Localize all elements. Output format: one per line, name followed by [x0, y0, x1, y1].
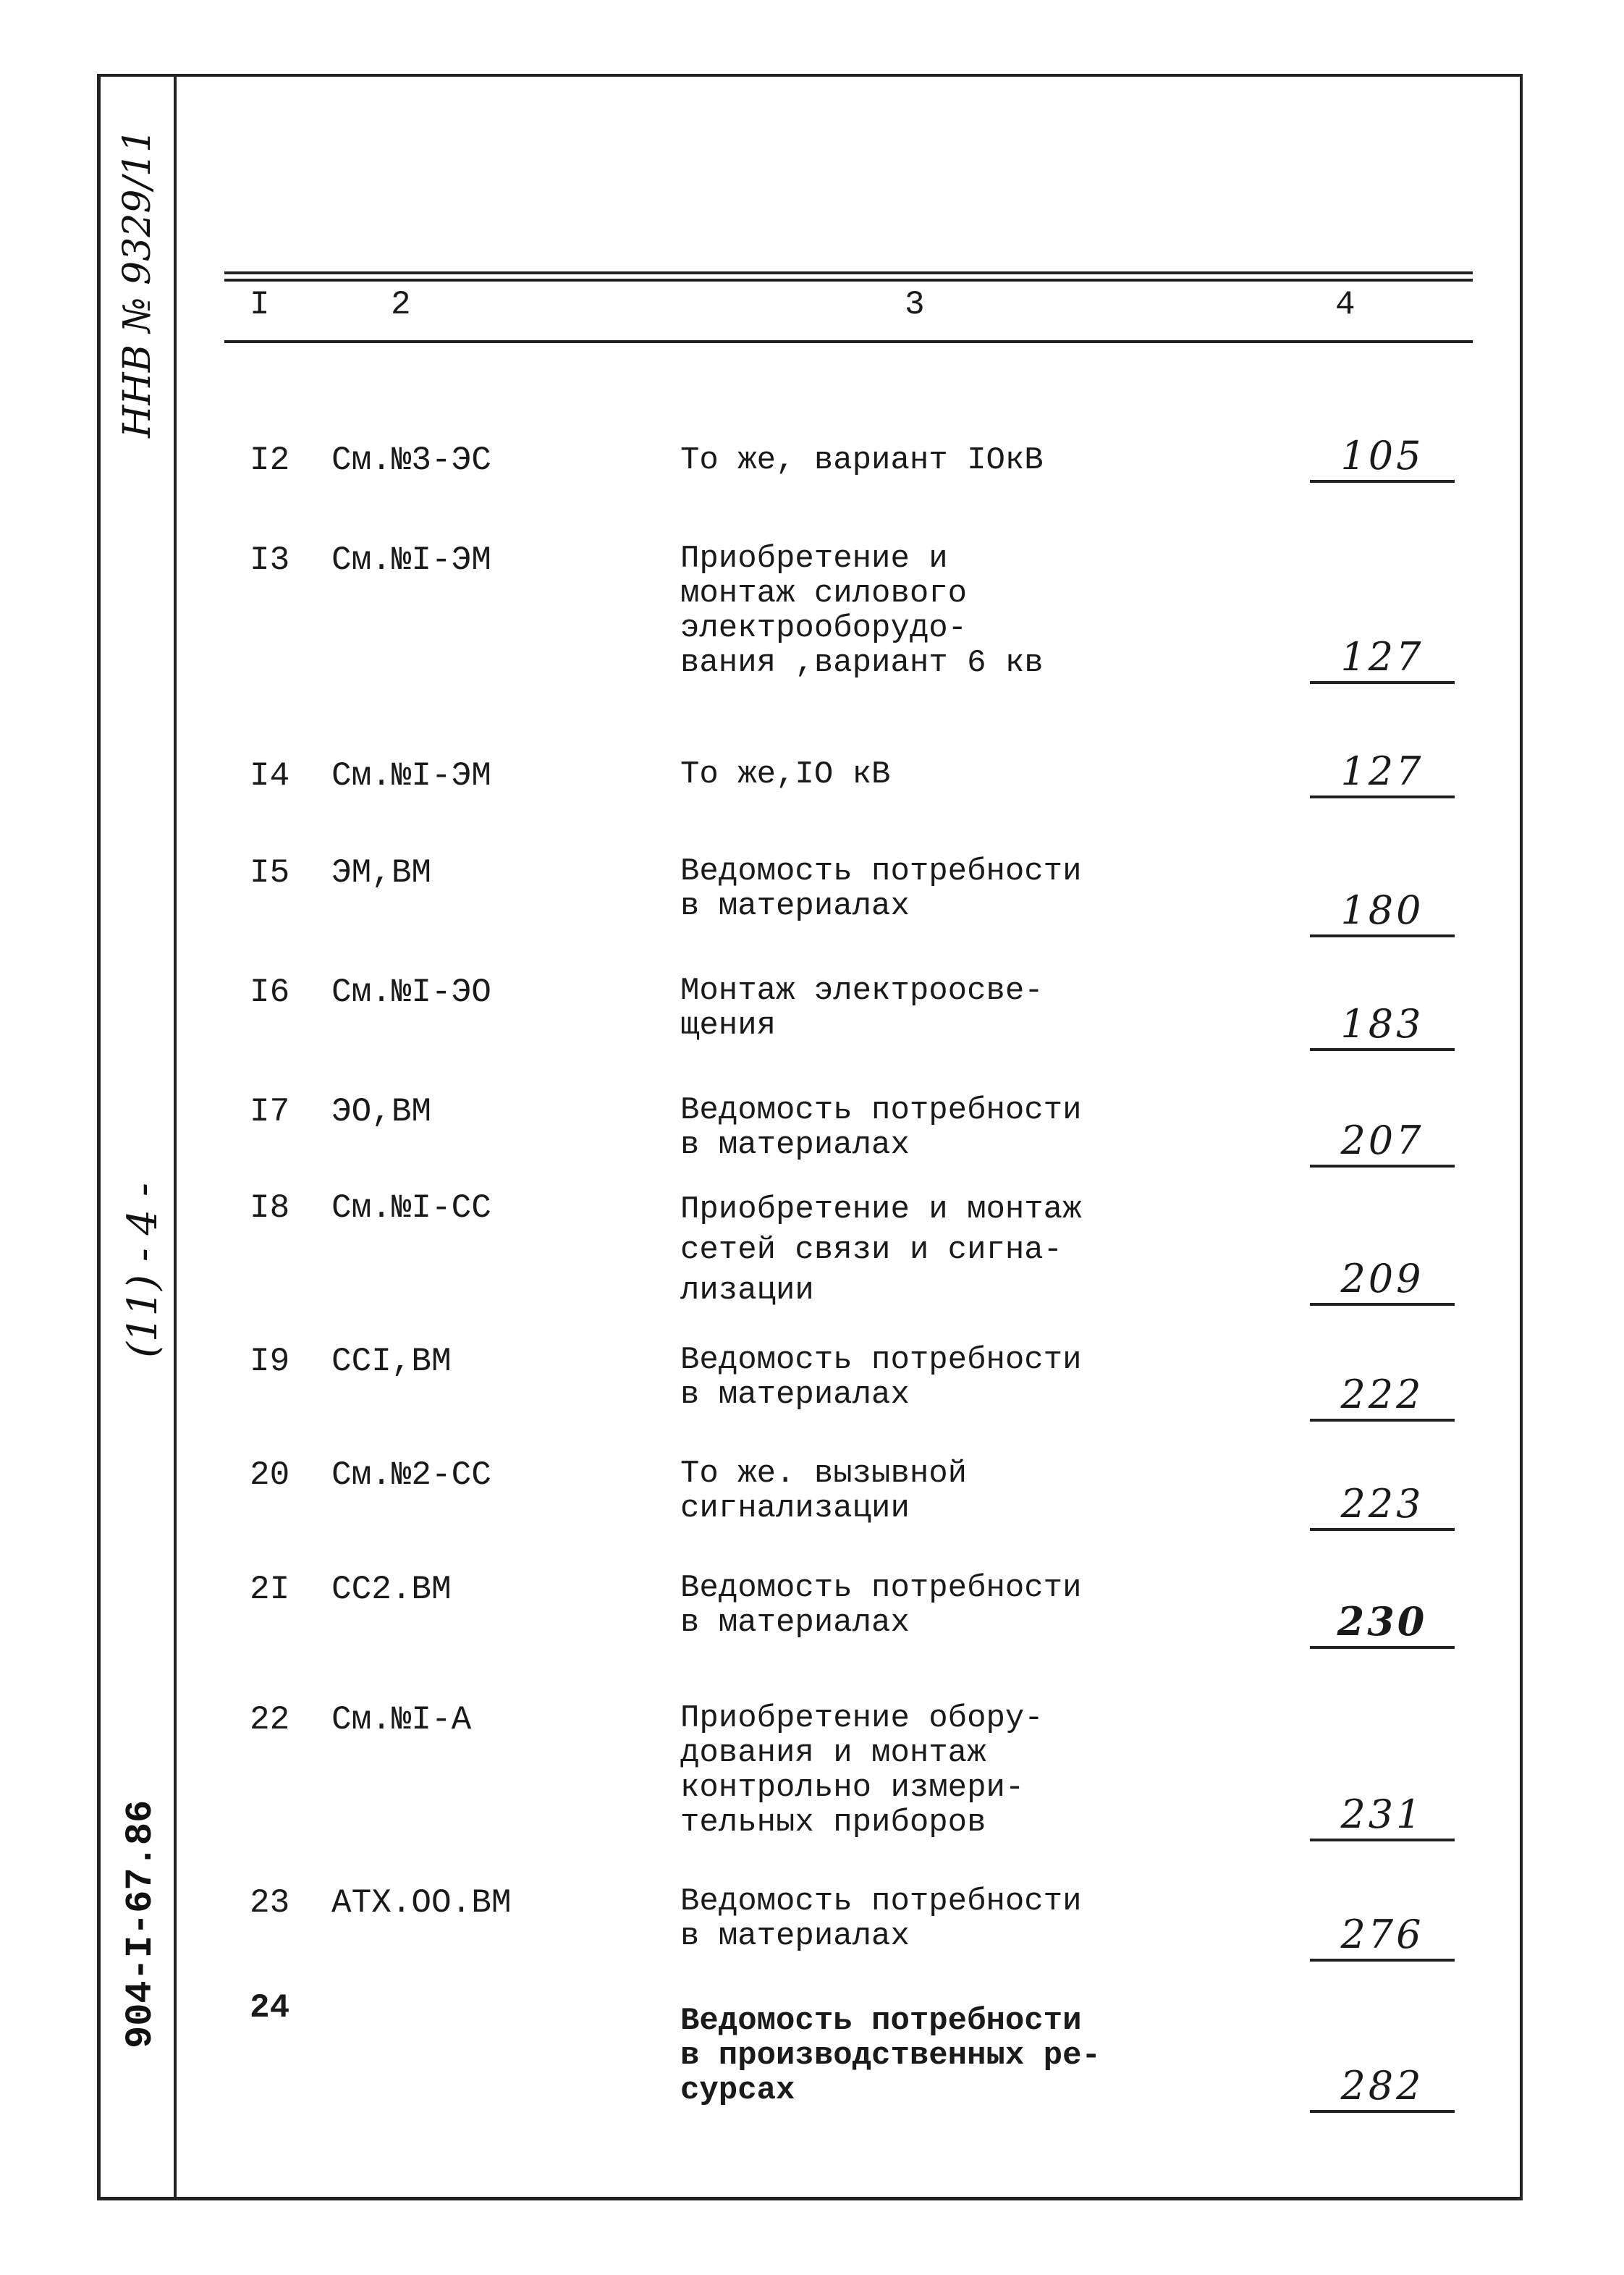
row-description: Ведомость потребности в материалах [680, 1092, 1082, 1163]
row-description: То же, вариант IОкВ [680, 442, 1044, 478]
row-number: I3 [250, 541, 290, 579]
row-code: См.№2-СС [331, 1456, 491, 1494]
header-col-1: I [250, 286, 270, 324]
row-code: АТХ.ОО.ВМ [331, 1884, 512, 1922]
inventory-stamp: ННВ № 9329/11 [116, 128, 159, 438]
row-code: ЭМ,ВМ [331, 854, 432, 892]
row-page: 276 [1310, 1912, 1455, 1962]
row-number: 22 [250, 1701, 290, 1739]
row-number: I8 [250, 1189, 290, 1227]
document-code: 904-I-67.86 [119, 1799, 162, 2048]
row-number: I5 [250, 854, 290, 892]
row-description: Ведомость потребности в материалах [680, 1342, 1082, 1413]
header-col-3: 3 [905, 286, 925, 324]
row-code: СС2.ВМ [331, 1571, 452, 1608]
row-code: См.№I-ЭМ [331, 541, 491, 579]
row-code: ЭО,ВМ [331, 1093, 432, 1131]
row-number: 2I [250, 1571, 290, 1608]
header-rule-bottom [224, 340, 1473, 343]
row-number: 23 [250, 1884, 290, 1922]
row-page: 180 [1310, 887, 1455, 937]
row-page: 222 [1310, 1372, 1455, 1422]
header-rule-top-1 [224, 271, 1473, 274]
row-description: Ведомость потребности в материалах [680, 853, 1082, 924]
row-number: I9 [250, 1343, 290, 1380]
row-number: I6 [250, 974, 290, 1011]
row-number: I2 [250, 442, 290, 479]
row-page: 127 [1310, 748, 1455, 798]
row-description: Приобретение и монтаж сетей связи и сигна- лизации [680, 1191, 1082, 1309]
row-description: Ведомость потребности в материалах [680, 1883, 1082, 1954]
row-page: 282 [1310, 2063, 1455, 2113]
header-col-2: 2 [391, 286, 411, 324]
row-code: См.№I-СС [331, 1189, 491, 1227]
row-page: 231 [1310, 1791, 1455, 1841]
row-description: Приобретение и монтаж силового электрооборудо- вания ,вариант 6 кв [680, 541, 1044, 681]
row-page: 230 [1310, 1598, 1455, 1649]
row-code: См.№I-А [331, 1701, 472, 1739]
page-number-marker: (11) - 4 - [119, 1183, 166, 1358]
row-page: 209 [1310, 1256, 1455, 1306]
header-rule-top-2 [224, 279, 1473, 282]
row-description: Монтаж электроосве- щения [680, 973, 1044, 1044]
row-code: ССI,ВМ [331, 1343, 452, 1380]
row-number: 24 [250, 1989, 290, 2027]
row-description: Ведомость потребности в материалах [680, 1570, 1082, 1641]
row-description: То же,IО кВ [680, 756, 891, 793]
row-page: 127 [1310, 634, 1455, 684]
row-page: 105 [1310, 433, 1455, 483]
row-description: То же. вызывной сигнализации [680, 1456, 968, 1527]
row-number: I4 [250, 757, 290, 795]
row-number: 20 [250, 1456, 290, 1494]
row-code: См.№3-ЭС [331, 442, 491, 479]
row-page: 207 [1310, 1118, 1455, 1168]
row-code: См.№I-ЭМ [331, 757, 491, 795]
row-code: См.№I-ЭО [331, 974, 491, 1011]
row-page: 223 [1310, 1481, 1455, 1531]
row-page: 183 [1310, 1001, 1455, 1051]
row-description: Приобретение обору- дования и монтаж контрольно измери- тельных приборов [680, 1700, 1044, 1841]
row-number: I7 [250, 1093, 290, 1131]
row-description: Ведомость потребности в производственных ре- сурсах [680, 2003, 1101, 2109]
header-col-4: 4 [1335, 286, 1356, 324]
